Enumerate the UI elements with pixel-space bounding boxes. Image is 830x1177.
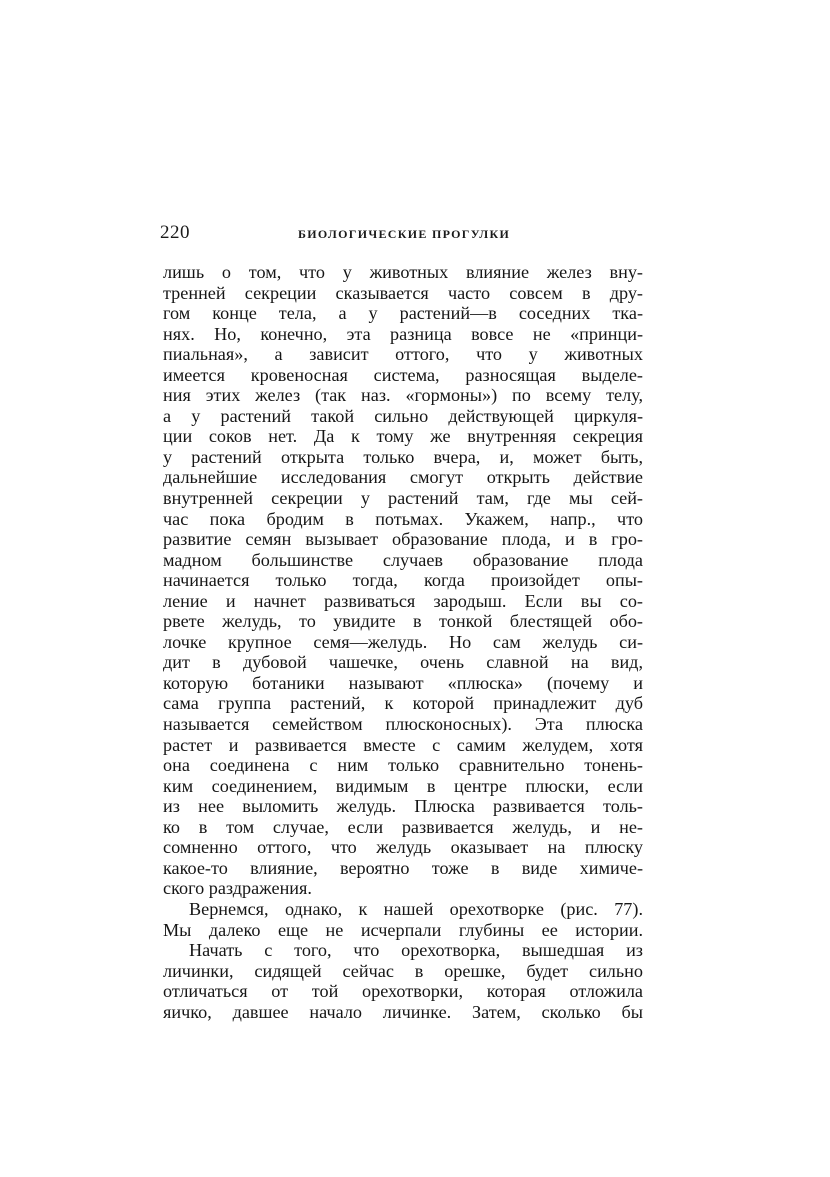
text-line: сама группа растений, к которой принадлежит дуб (163, 693, 643, 714)
running-head (160, 222, 644, 248)
text-line: тренней секреции сказывается часто совсем в дру- (163, 282, 643, 303)
text-line: дальнейшие исследования смогут открыть действие (163, 467, 643, 488)
text-line: сомненно оттого, что желудь оказывает на плюску (163, 837, 643, 858)
text-line: ким соединением, видимым в центре плюски, если (163, 775, 643, 796)
text-line: из нее выломить желудь. Плюска развивается толь- (163, 796, 643, 817)
text-line: личинки, сидящей сейчас в орешке, будет сильно (163, 960, 643, 981)
text-line: рвете желудь, то увидите в тонкой блестящей обо- (163, 611, 643, 632)
text-line: лишь о том, что у животных влияние желез вну- (163, 262, 643, 282)
header-title: БИОЛОГИЧЕСКИЕ ПРОГУЛКИ (298, 227, 511, 241)
text-line: а у растений такой сильно действующей циркуля- (163, 405, 643, 426)
text-line: ния этих желез (так наз. «гормоны») по всему телу, (163, 385, 643, 406)
text-line: развитие семян вызывает образование плода, и в гро- (163, 529, 643, 550)
text-line: Начать с того, что орехотворка, вышедшая из (189, 940, 643, 961)
text-line: мадном большинстве случаев образование плода (163, 549, 643, 570)
text-line: яичко, давшее начало личинке. Затем, сколько бы (163, 1001, 643, 1022)
text-line: дит в дубовой чашечке, очень славной на вид, (163, 652, 643, 673)
text-line: внутренней секреции у растений там, где мы сей- (163, 488, 643, 509)
text-line: имеется кровеносная система, разносящая выделе- (163, 364, 643, 385)
text-line: отличаться от той орехотворки, которая отложила (163, 981, 643, 1002)
text-line: ко в том случае, если развивается желудь, и не- (163, 816, 643, 837)
text-line: у растений открыта только вчера, и, может быть, (163, 446, 643, 467)
text-line: лочке крупное семя—желудь. Но сам желудь си- (163, 631, 643, 652)
text-line: Мы далеко еще не исчерпали глубины ее истории. (163, 919, 643, 940)
text-line: ции соков нет. Да к тому же внутренняя секреция (163, 426, 643, 447)
body-text (163, 262, 643, 1022)
text-line: начинается только тогда, когда произойдет опы- (163, 570, 643, 591)
text-line: пиальная», а зависит оттого, что у животных (163, 344, 643, 365)
text-line: ление и начнет развиваться зародыш. Если вы со- (163, 590, 643, 611)
page-number: 220 (160, 222, 190, 243)
text-line: Вернемся, однако, к нашей орехотворке (рис. 77). (189, 898, 643, 919)
text-line: называется семейством плюсконосных). Эта плюска (163, 714, 643, 735)
text-line: которую ботаники называют «плюска» (почему и (163, 672, 643, 693)
text-line: растет и развивается вместе с самим желудем, хотя (163, 734, 643, 755)
text-line: какое-то влияние, вероятно тоже в виде химиче- (163, 857, 643, 878)
text-line: нях. Но, конечно, эта разница вовсе не «принци- (163, 323, 643, 344)
text-line: гом конце тела, а у растений—в соседних тка- (163, 303, 643, 324)
text-line: час пока бродим в потьмах. Укажем, напр., что (163, 508, 643, 529)
text-line: она соединена с ним только сравнительно тонень- (163, 755, 643, 776)
text-line: ского раздражения. (163, 878, 312, 899)
